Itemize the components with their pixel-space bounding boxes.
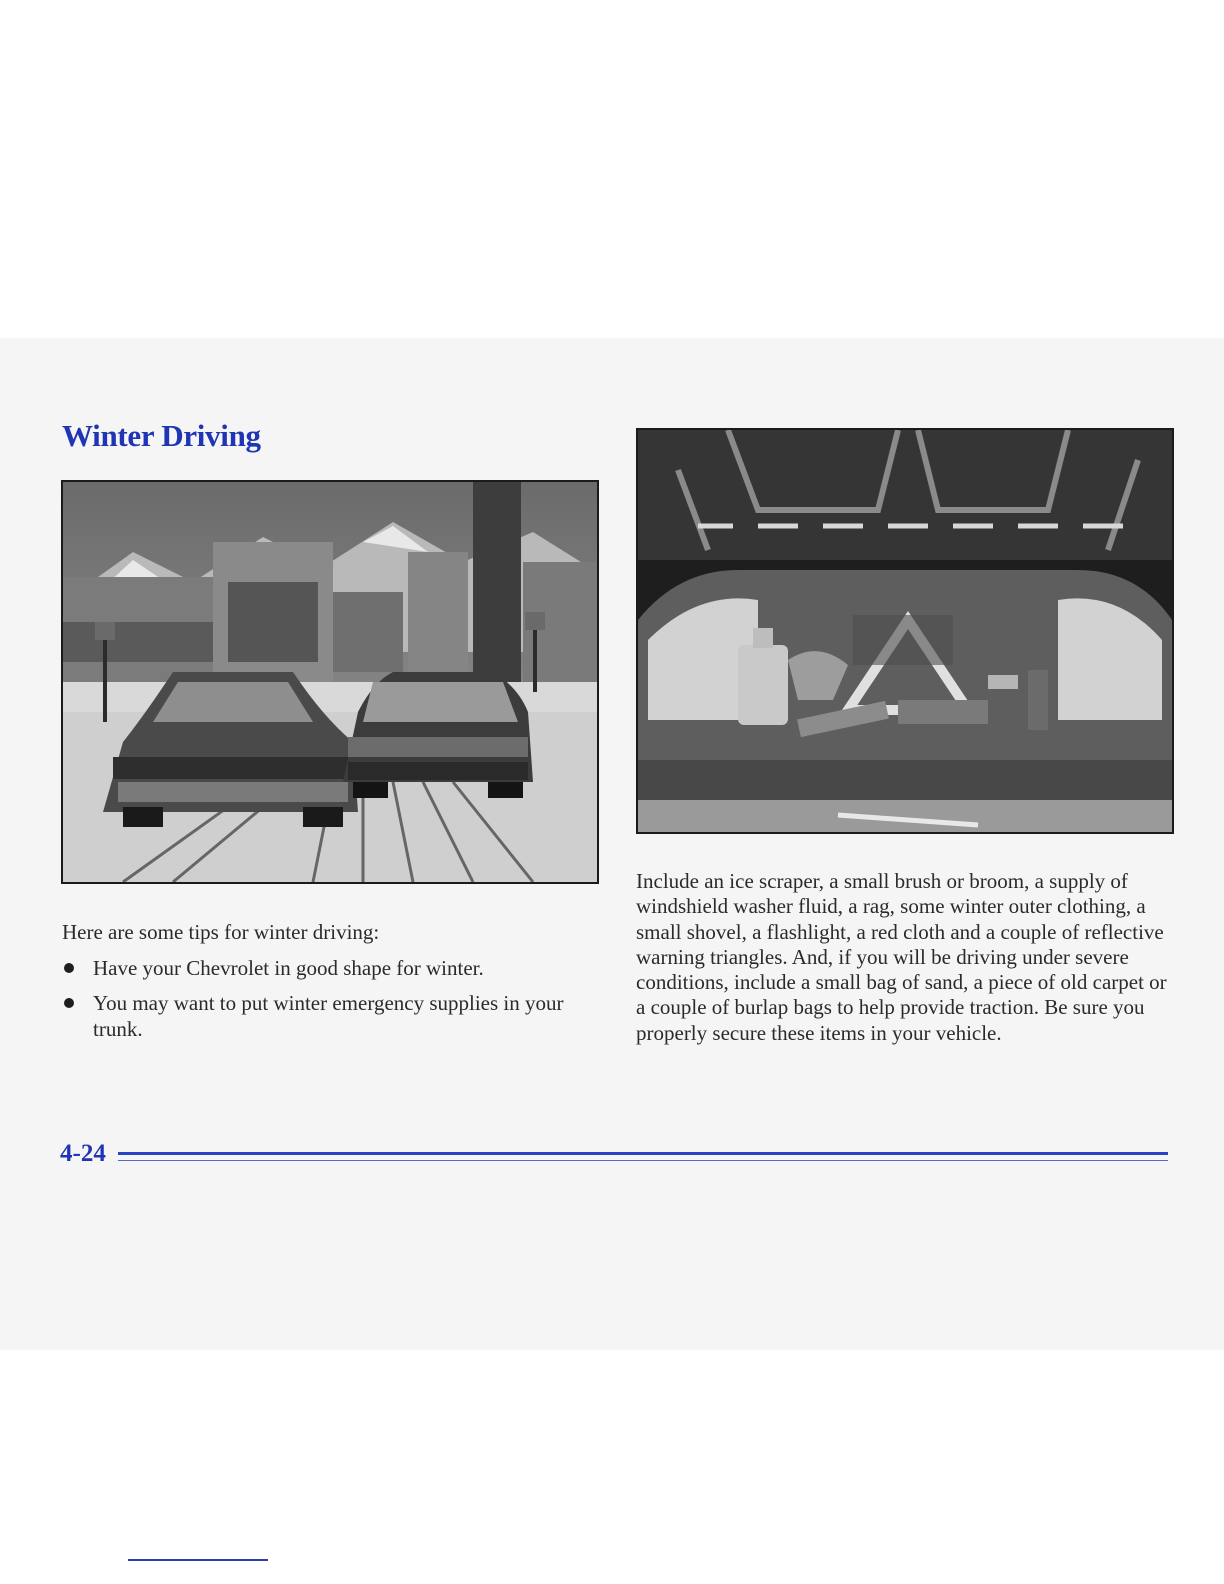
- supplies-paragraph: Include an ice scraper, a small brush or broom, a supply of windshield washer fluid, a rag, some winter outer clothing, a small shovel, a flashlight, a red cloth and a couple of reflective warning triangles. And, if you will be driving under severe conditions, include a small bag of sand, a piece of old carpet or a couple of burlap bags to help provide traction. Be sure you properly secure these items in your vehicle.: [636, 869, 1167, 1045]
- page-number: 4-24: [60, 1140, 106, 1167]
- footer-rule: [118, 1152, 1168, 1155]
- tips-list: [62, 955, 587, 1051]
- page-title: Winter Driving: [62, 418, 261, 453]
- footer-rule-thin: [118, 1160, 1168, 1161]
- winter-street-cars-icon: [63, 482, 597, 882]
- bullet-icon: [64, 998, 74, 1008]
- footer-link-underline: [128, 1559, 268, 1561]
- trunk-emergency-supplies-icon: [638, 430, 1172, 832]
- tip-text: You may want to put winter emergency supplies in your trunk.: [93, 991, 564, 1041]
- tip-text: Have your Chevrolet in good shape for winter.: [93, 956, 484, 980]
- tips-intro: Here are some tips for winter driving:: [62, 920, 380, 944]
- bullet-icon: [64, 963, 74, 973]
- list-item: [62, 990, 587, 1042]
- trunk-supplies-figure: [636, 428, 1174, 834]
- winter-street-figure: [61, 480, 599, 884]
- list-item: [62, 955, 587, 981]
